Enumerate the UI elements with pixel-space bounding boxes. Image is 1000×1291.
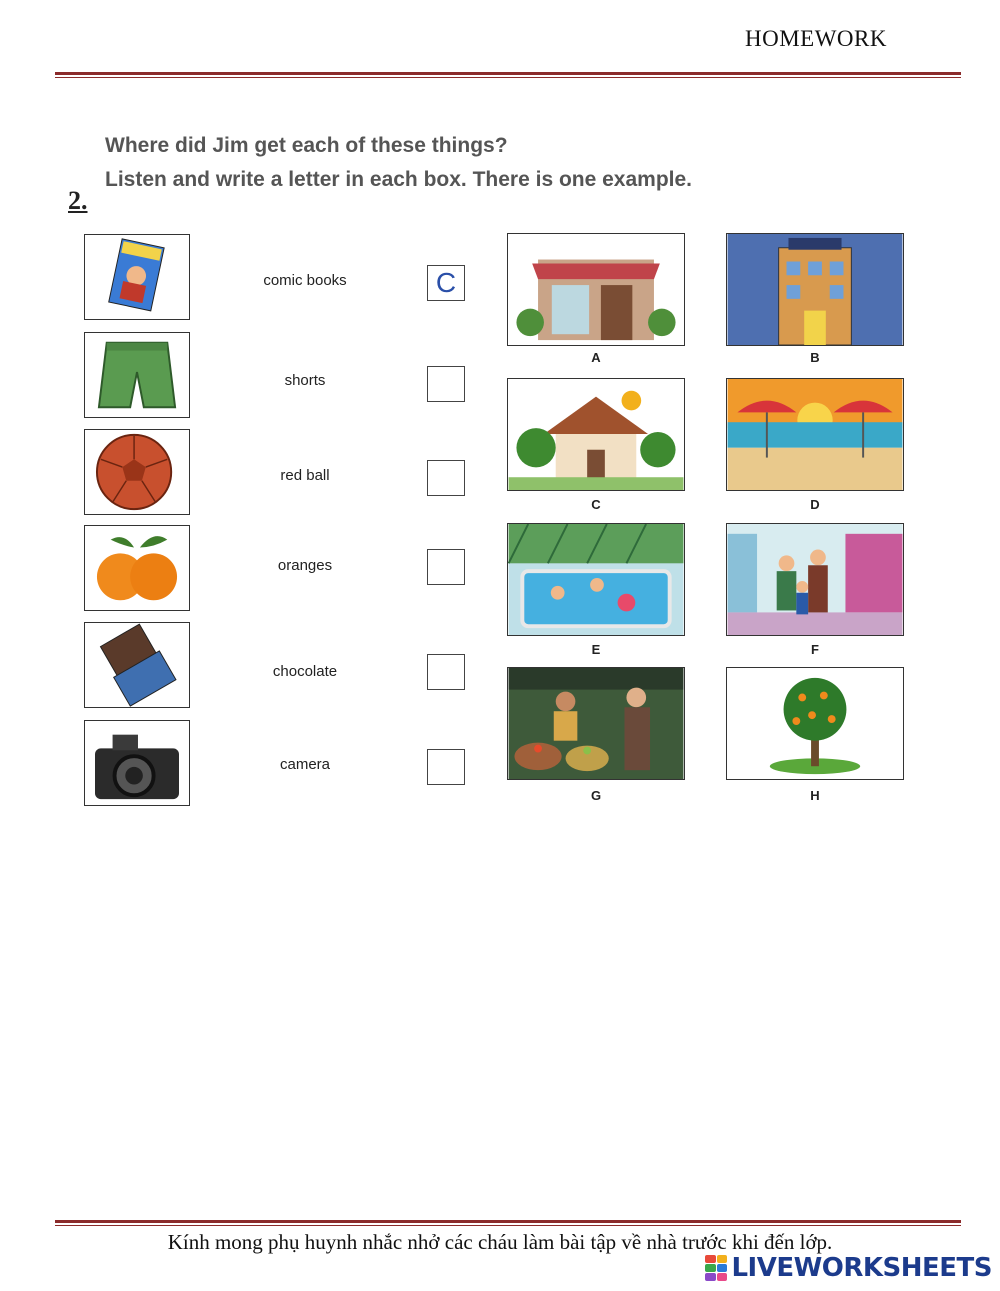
item-label-oranges: oranges — [277, 557, 333, 574]
answer-box-shorts[interactable] — [427, 366, 465, 402]
place-letter-h: H — [810, 788, 820, 803]
item-label-camera: camera — [279, 756, 331, 773]
item-label-comic-books: comic books — [263, 272, 347, 289]
camera-icon — [84, 720, 190, 806]
place-letter-a: A — [591, 350, 601, 365]
comic-book-icon — [84, 234, 190, 320]
place-letter-g: G — [590, 788, 602, 803]
answer-box-red-ball[interactable] — [427, 460, 465, 496]
liveworksheets-icon — [705, 1255, 727, 1281]
place-letter-c: C — [591, 497, 601, 512]
exercise-number: 2. — [68, 186, 88, 215]
ball-icon — [84, 429, 190, 515]
item-label-red-ball: red ball — [280, 467, 330, 484]
item-label-chocolate: chocolate — [272, 663, 338, 680]
place-h-orange-tree-image — [726, 667, 904, 780]
place-letter-f: F — [811, 642, 819, 657]
footer-divider — [55, 1220, 961, 1226]
brand-logo[interactable] — [705, 1253, 992, 1283]
header-divider — [55, 72, 961, 78]
place-g-market-image — [507, 667, 685, 780]
footer-note: Kính mong phụ huynh nhắc nhở các cháu làm bài tập về nhà trước khi đến lớp. — [167, 1230, 833, 1254]
place-letter-b: B — [810, 350, 820, 365]
instruction-line-2: Listen and write a letter in each box. There is one example. — [105, 168, 693, 191]
answer-box-camera[interactable] — [427, 749, 465, 785]
answer-box-comic-books[interactable]: C — [427, 265, 465, 301]
place-a-clothes-shop-image — [507, 233, 685, 346]
place-d-beach-image — [726, 378, 904, 491]
item-label-shorts: shorts — [284, 372, 326, 389]
answer-box-oranges[interactable] — [427, 549, 465, 585]
oranges-icon — [84, 525, 190, 611]
header-title: HOMEWORK — [745, 26, 887, 51]
place-f-sweet-shop-image — [726, 523, 904, 636]
answer-box-chocolate[interactable] — [427, 654, 465, 690]
shorts-icon — [84, 332, 190, 418]
place-c-house-image — [507, 378, 685, 491]
brand-name: LIVEWORKSHEETS — [731, 1253, 992, 1283]
place-b-hotel-image — [726, 233, 904, 346]
instruction-line-1: Where did Jim get each of these things? — [105, 134, 508, 157]
chocolate-icon — [84, 622, 190, 708]
place-e-swimming-pool-image — [507, 523, 685, 636]
place-letter-d: D — [810, 497, 820, 512]
place-letter-e: E — [591, 642, 601, 657]
